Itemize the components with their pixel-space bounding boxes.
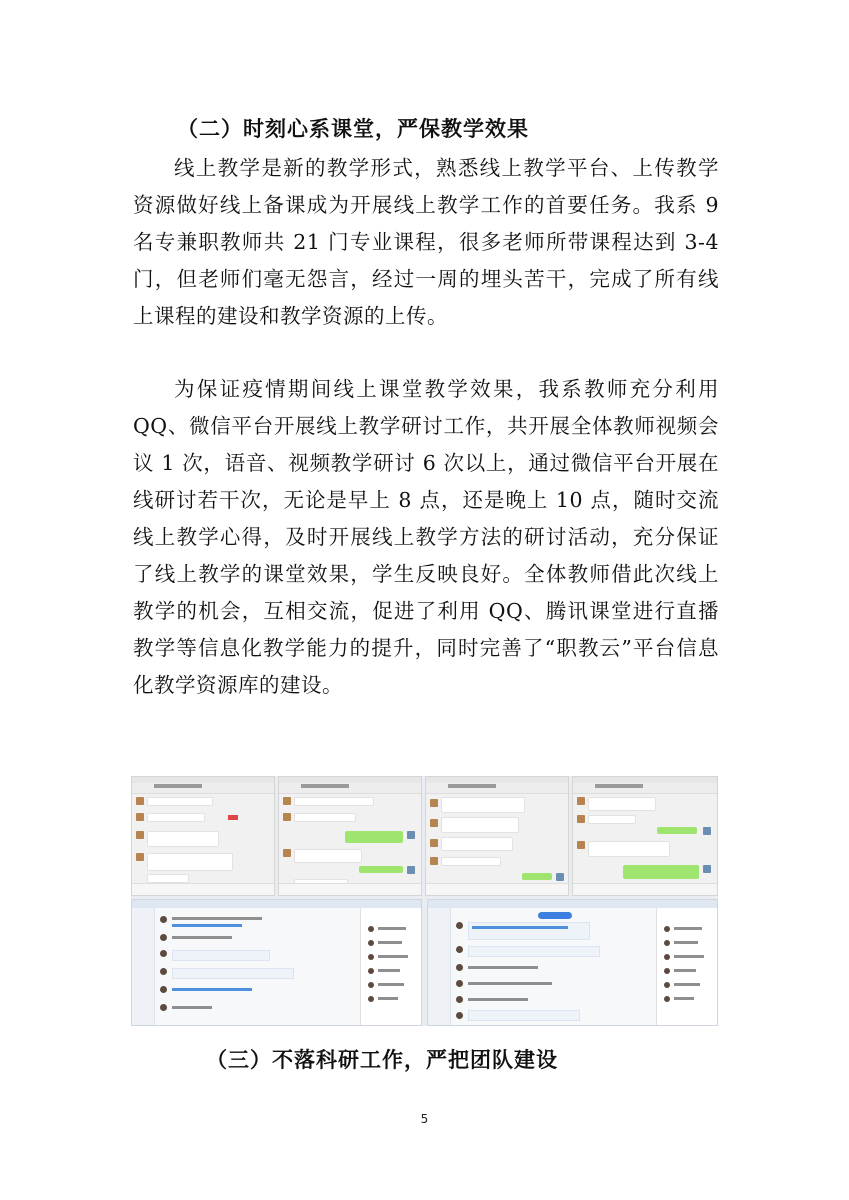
page-number: 5 [420,1112,429,1126]
paragraph-2-block [133,371,719,704]
wechat-screenshot-1 [131,776,275,896]
paragraph-2: 为保证疫情期间线上课堂教学效果，我系教师充分利用 QQ、微信平台开展线上教学研讨工作，共开展全体教师视频会议 1 次，语音、视频教学研讨 6 次以上，通过微信平台开展在线研讨若干次，无论是早上 8 点，还是晚上 10 点，随时交流线上教学心得，及时开展线上教学方法的研讨活动，充分保证了线上教学的课堂效果，学生反映良好。全体教师借此次线上教学的机会，互相交流，促进了利用 QQ、腾讯课堂进行直播教学等信息化教学能力的提升，同时完善了“职教云”平台信息化教学资源库的建设。 [133,377,719,697]
section-heading-3: （三）不落科研工作，严把团队建设 [206,1047,558,1072]
screenshot-collage [131,776,718,1026]
section-heading-2: （二）时刻心系课堂，严保教学效果 [177,116,529,141]
paragraph-1-block [133,150,719,335]
wechat-screenshot-2 [278,776,422,896]
wechat-screenshot-3 [425,776,569,896]
wechat-screenshot-4 [572,776,718,896]
paragraph-1: 线上教学是新的教学形式，熟悉线上教学平台、上传教学资源做好线上备课成为开展线上教学工作的首要任务。我系 9 名专兼职教师共 21 门专业课程，很多老师所带课程达到 3-4 门，但老师们毫无怨言，经过一周的埋头苦干，完成了所有线上课程的建设和教学资源的上传。 [133,156,719,328]
qq-group-screenshot-1 [131,899,422,1026]
qq-group-screenshot-2 [427,899,718,1026]
